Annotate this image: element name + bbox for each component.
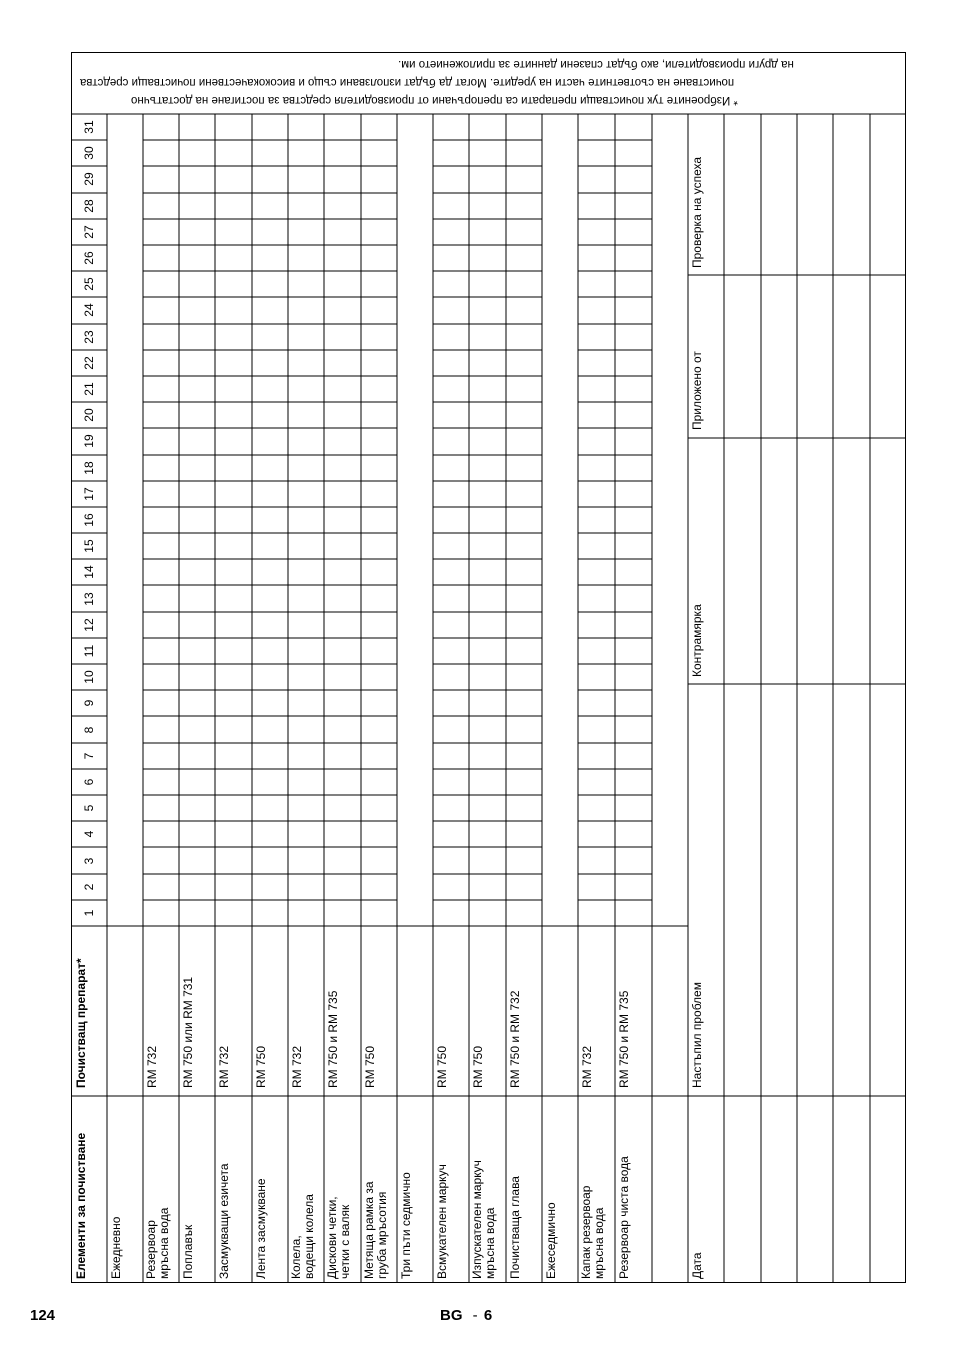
- element-label: Резервоар: [144, 1220, 158, 1279]
- header-agent: Почистващ препарат*: [74, 958, 88, 1088]
- day-number: 7: [82, 752, 96, 760]
- day-number: 23: [82, 329, 96, 344]
- element-label: Метяща рамка за: [362, 1181, 376, 1279]
- agent-label: RM 750: [254, 1045, 268, 1088]
- agent-label: RM 732: [580, 1045, 594, 1088]
- element-label: Колела,: [289, 1235, 303, 1279]
- day-number: 10: [82, 670, 96, 684]
- day-number: 2: [82, 883, 96, 891]
- element-label: четки с валяк: [338, 1204, 352, 1279]
- day-number: 31: [82, 120, 96, 134]
- footer-code: [440, 1307, 492, 1324]
- element-label: Всмукателен маркуч: [435, 1164, 449, 1279]
- element-label: Изпускателен маркуч: [470, 1160, 484, 1279]
- section-page: 6: [483, 1307, 493, 1324]
- day-number: 4: [82, 830, 96, 838]
- element-label: Засмукващи езичета: [217, 1163, 231, 1279]
- agent-label: RM 732: [217, 1045, 231, 1088]
- day-number: 30: [82, 146, 96, 160]
- element-label: Лента засмукване: [254, 1178, 268, 1279]
- day-number: 24: [82, 303, 96, 318]
- day-number: 12: [82, 618, 96, 632]
- footnote-line: * Изброените тук почистващи препарати са препоръчани от производителя средства за постигане на достатъчно: [131, 94, 738, 106]
- element-label: Резервоар чиста вода: [617, 1156, 631, 1279]
- day-number: 19: [82, 434, 96, 449]
- header-elements: Елементи за почистване: [74, 1132, 88, 1279]
- day-number: 21: [82, 382, 96, 396]
- agent-label: RM 750 и RM 732: [508, 990, 522, 1088]
- day-number: 1: [82, 909, 96, 917]
- agent-label: RM 750 и RM 735: [326, 990, 340, 1088]
- day-number: 3: [82, 857, 96, 864]
- log-header-applied-by: Приложено от: [690, 351, 704, 430]
- agent-label: RM 732: [290, 1045, 304, 1088]
- log-header-check: Проверка на успеха: [690, 156, 704, 268]
- footnote-line: почистване на съответните части на уредите. Могат да бъдат използвани също и висококачествени почистващи средства: [80, 76, 735, 88]
- element-label: мръсна вода: [592, 1207, 606, 1279]
- day-number: 8: [82, 726, 96, 733]
- day-number: 18: [82, 460, 96, 475]
- agent-label: RM 732: [145, 1045, 159, 1088]
- element-label: Дискови четки,: [325, 1196, 339, 1279]
- log-header-problem: Настъпил проблем: [690, 982, 704, 1088]
- day-number: 16: [82, 513, 96, 527]
- element-label: Почистваща глава: [508, 1176, 522, 1279]
- day-number: 15: [82, 539, 96, 553]
- page-number: 124: [30, 1307, 56, 1324]
- log-header-date: Дата: [690, 1252, 704, 1279]
- day-number: 22: [82, 356, 96, 370]
- day-number: 27: [82, 225, 96, 239]
- day-number: 25: [82, 277, 96, 291]
- section-label: Три пъти седмично: [399, 1172, 413, 1279]
- language-code: BG: [440, 1307, 463, 1324]
- section-label: Ежеседмично: [544, 1202, 558, 1279]
- day-number: 5: [82, 804, 96, 812]
- day-number: 26: [82, 251, 96, 265]
- log-header-countermeasure: Контрамярка: [690, 604, 704, 677]
- element-label: водещи колела: [302, 1194, 316, 1279]
- element-label: мръсна вода: [157, 1207, 171, 1279]
- day-number: 17: [82, 487, 96, 501]
- element-label: Капак резервоар: [579, 1185, 593, 1279]
- day-number: 20: [82, 408, 96, 422]
- table-grid: [71, 52, 906, 1283]
- day-number: 14: [82, 565, 96, 580]
- day-number: 28: [82, 199, 96, 213]
- footnote-line: на други производители, ако бъдат спазени данните за приложението им.: [398, 58, 794, 70]
- agent-label: RM 750: [435, 1045, 449, 1088]
- day-number: 11: [82, 644, 96, 658]
- footer-separator: -: [472, 1307, 478, 1324]
- element-label: груба мръсотия: [375, 1191, 389, 1279]
- agent-label: RM 750 и RM 735: [617, 990, 631, 1088]
- maintenance-table: [71, 52, 906, 1283]
- day-number: 6: [82, 778, 96, 786]
- day-number: 29: [82, 172, 96, 187]
- element-label: Поплавък: [181, 1224, 195, 1279]
- day-number: 9: [82, 700, 96, 707]
- day-number: 13: [82, 591, 96, 606]
- agent-label: RM 750: [471, 1045, 485, 1088]
- section-label: Ежедневно: [109, 1216, 123, 1279]
- element-label: мръсна вода: [483, 1207, 497, 1279]
- agent-label: RM 750: [363, 1045, 377, 1088]
- agent-label: RM 750 или RM 731: [181, 976, 195, 1088]
